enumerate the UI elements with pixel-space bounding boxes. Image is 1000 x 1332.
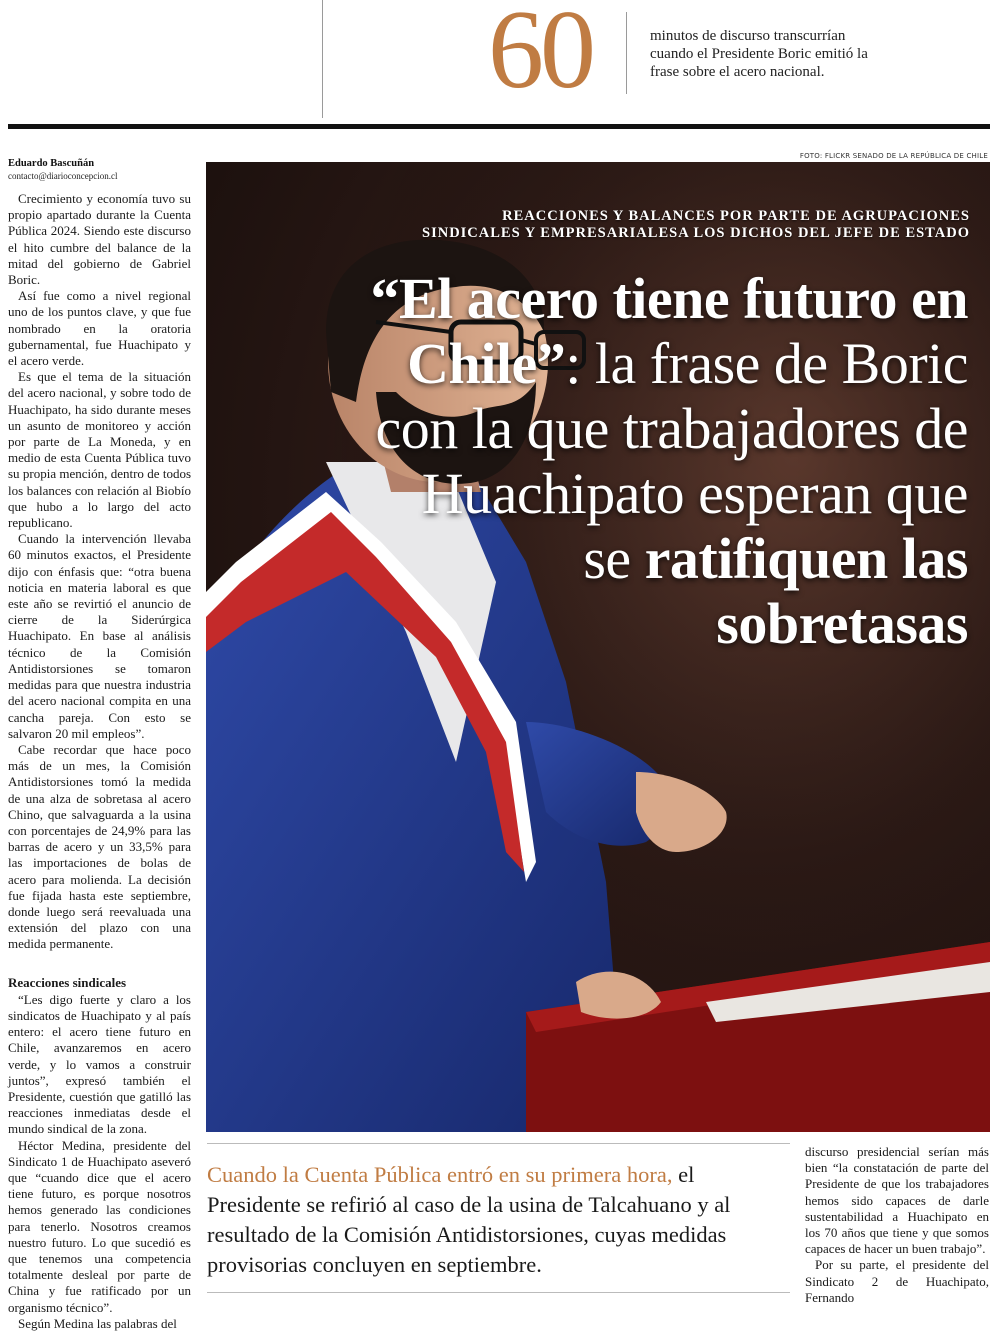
headline-bold-quote: “El acero tiene futuro en Chile” (370, 266, 968, 396)
body-paragraph: Por su parte, el presidente del Sindicato 2 de Huachipato, Fernando (805, 1257, 989, 1305)
pull-quote-rule-bottom (207, 1292, 790, 1293)
subhead: Reacciones sindicales (8, 974, 127, 990)
section-rule (8, 124, 990, 129)
article-column-right (805, 1144, 989, 1306)
body-paragraph: Cuando la intervención llevaba 60 minutos exactos, el Presidente dijo con énfasis que: “otra buena noticia en materia laboral es que este año se revirtió el anuncio de cierre de la Siderúrgica Huachipato. En base al análisis técnico de la Comisión Antidistorsiones se tomaron medidas para que nuestra industria del acero nacional compita en una cancha pareja. Con esto se salvaron 20 mil empleos”. (8, 531, 191, 741)
body-paragraph: Cabe recordar que hace poco más de un mes, la Comisión Antidistorsiones tomó la medida de una alza de sobretasa al acero Chino, que salvaguarda a la usina con porcentajes de 24,9% para las barras de acero y un 33,5% para las importaciones de bolas de acero para molienda. La decisión fue fijada hasta este septiembre, donde luego será reevaluada una extensión del plazo con una medida permanente. (8, 741, 191, 952)
lead-photo (206, 162, 990, 1132)
pull-quote (207, 1160, 787, 1280)
article-column-left (8, 191, 191, 1332)
pull-quote-rest: el Presidente se refirió al caso de la usina de Talcahuano y al resultado de la Comisión Antidistorsiones, cuyas medidas provisorias concluyen en septiembre. (207, 1162, 731, 1277)
top-divider-left (322, 0, 323, 118)
kicker: REACCIONES Y BALANCES POR PARTE DE AGRUPACIONES SINDICALES Y EMPRESARIALESA LOS DICHOS DEL JEFE DE ESTADO (422, 208, 970, 241)
body-paragraph: Es que el tema de la situación del acero nacional, y sobre todo de Huachipato, ha sido durante meses un asunto de monitoreo y acción por parte de La Moneda, y en medio de esta Cuenta Pública tuvo su propia mención, dentro de todos los balances con relación al Biobío que hubo a lo largo del acto republicano. (8, 369, 191, 531)
pull-quote-rule-top (207, 1143, 790, 1144)
highlight-number: 60 (488, 0, 592, 112)
pull-quote-accent: Cuando la Cuenta Pública entró en su primera hora, (207, 1162, 673, 1187)
headline (368, 266, 968, 656)
headline-middle: : la frase de Boric con la que trabajadores de Huachipato esperan que se (375, 331, 968, 591)
body-paragraph: Así fue como a nivel regional uno de los puntos clave, y que fue nombrado en la oratoria gubernamental, fue Huachipato y el acero verde. (8, 288, 191, 369)
highlight-caption: minutos de discurso transcurrían cuando el Presidente Boric emitió la frase sobre el acero nacional. (650, 28, 868, 80)
body-paragraph: Crecimiento y economía tuvo su propio apartado durante la Cuenta Pública 2024. Siendo este discurso el hito cumbre del balance de la mitad del gobierno de Gabriel Boric. (8, 191, 191, 288)
body-paragraph: Según Medina las palabras del (18, 1315, 177, 1331)
author-email[interactable]: contacto@diarioconcepcion.cl (8, 171, 118, 181)
photo-credit: FOTO: FLICKR SENADO DE LA REPÚBLICA DE CHILE (799, 152, 988, 160)
top-divider-right (626, 12, 627, 94)
body-paragraph: Héctor Medina, presidente del Sindicato 1 de Huachipato aseveró que “cuando dice que el acero tiene futuro, es porque nosotros hemos generado las condiciones para tenerlo. Nosotros creamos nuestro futuro. Lo que sucedió es que tenemos una competencia totalmente desleal por parte de China y fue ratificado por un organismo técnico”. (8, 1137, 191, 1315)
body-paragraph: “Les digo fuerte y claro a los sindicatos de Huachipato y al país entero: el acero tiene futuro en Chile, avanzaremos en acero verde, y lo vamos a construir juntos”, expresó también el Presidente, cuestión que gatilló las reacciones inmediatas desde el mundo sindical de la zona. (8, 991, 191, 1137)
author-name: Eduardo Bascuñán (8, 158, 95, 169)
headline-bold-end: ratifiquen las sobretasas (644, 526, 968, 656)
body-paragraph: discurso presidencial serían más bien “la constatación de parte del Presidente de que los trabajadores hemos sido capaces de darle sustentabilidad a Huachipato en los 70 años que tiene y que somos capaces de hacer un buen trabajo”. (805, 1144, 989, 1257)
